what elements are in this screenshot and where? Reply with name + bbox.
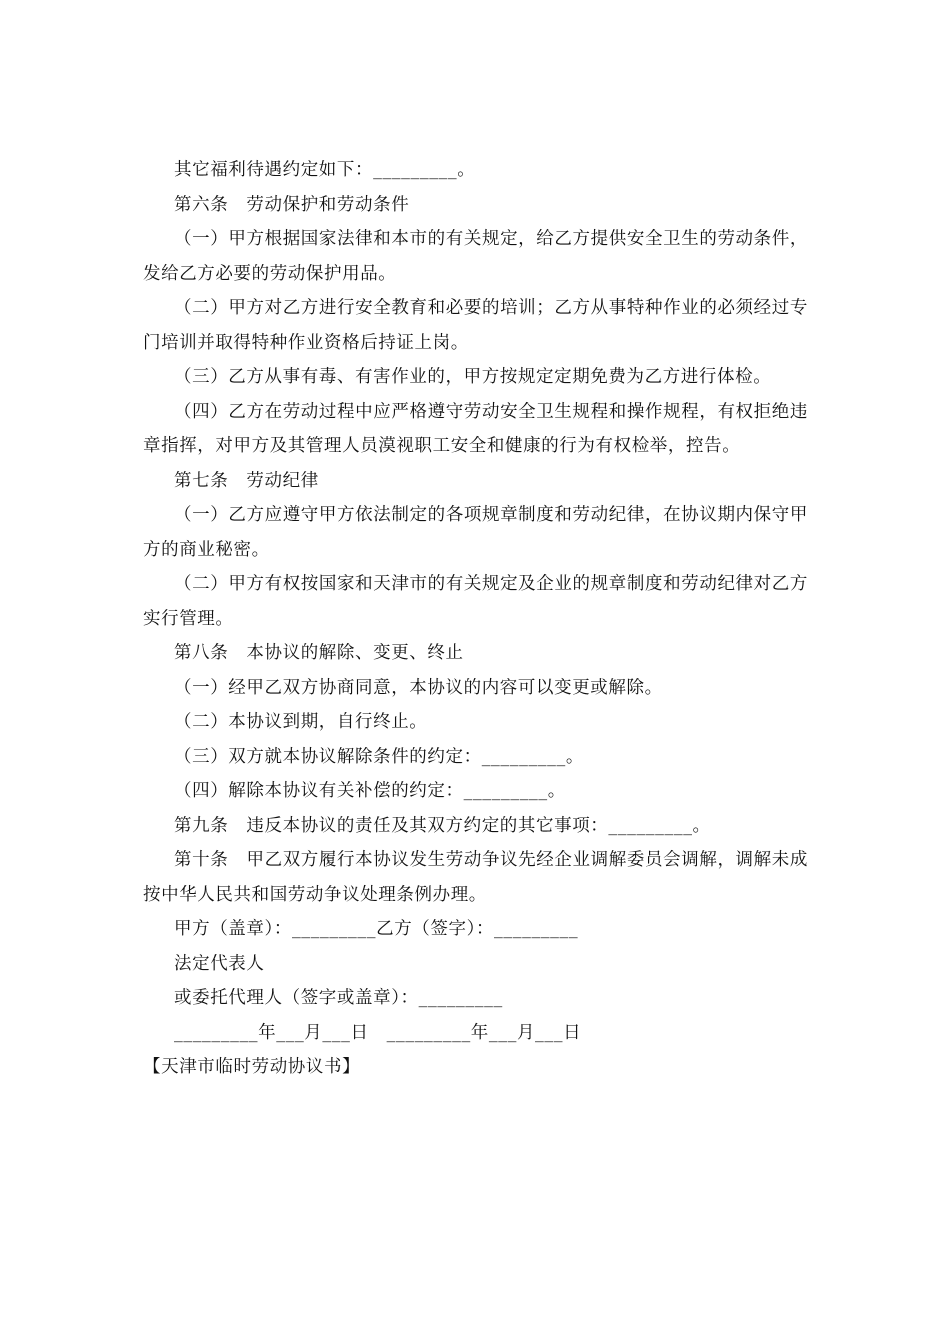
article-7-heading: 第七条 劳动纪律 <box>174 470 319 491</box>
legal-representative-label: 法定代表人 <box>174 953 265 974</box>
paragraph-6-2: （二）甲方对乙方进行安全教育和必要的培训；乙方从事特种作业的必须经过专门培训并取得特种作业资格后持证上岗。 <box>143 298 808 353</box>
authorized-agent-line: 或委托代理人（签字或盖章）：_________ <box>174 988 503 1008</box>
paragraph-7-1: （一）乙方应遵守甲方依法制定的各项规章制度和劳动纪律，在协议期内保守甲方的商业秘密。 <box>143 505 808 560</box>
paragraph-6-4: （四）乙方在劳动过程中应严格遵守劳动安全卫生规程和操作规程，有权拒绝违章指挥，对甲方及其管理人员漠视职工安全和健康的行为有权检举，控告。 <box>143 401 808 456</box>
paragraph-8-4: （四）解除本协议有关补偿的约定：_________。 <box>174 781 566 801</box>
document-body <box>143 153 808 1085</box>
paragraph-7-2: （二）甲方有权按国家和天津市的有关规定及企业的规章制度和劳动纪律对乙方实行管理。 <box>143 574 808 629</box>
paragraph-8-1: （一）经甲乙双方协商同意，本协议的内容可以变更或解除。 <box>174 677 663 698</box>
paragraph-6-3: （三）乙方从事有毒、有害作业的，甲方按规定定期免费为乙方进行体检。 <box>174 367 772 387</box>
date-line: _________年___月___日 _________年___月___日 <box>174 1022 582 1043</box>
article-8-heading: 第八条 本协议的解除、变更、终止 <box>174 643 464 663</box>
paragraph-6-1: （一）甲方根据国家法律和本市的有关规定，给乙方提供安全卫生的劳动条件，发给乙方必要的劳动保护用品。 <box>143 229 808 284</box>
article-6-heading: 第六条 劳动保护和劳动条件 <box>174 194 410 215</box>
article-10: 第十条 甲乙双方履行本协议发生劳动争议先经企业调解委员会调解，调解未成按中华人民共和国劳动争议处理条例办理。 <box>143 850 808 905</box>
article-9: 第九条 违反本协议的责任及其双方约定的其它事项：_________。 <box>174 815 711 836</box>
paragraph-8-3: （三）双方就本协议解除条件的约定：_________。 <box>174 746 584 767</box>
signature-party-line: 甲方（盖章）：_________乙方（签字）：_________ <box>174 919 579 939</box>
paragraph-8-2: （二）本协议到期，自行终止。 <box>174 712 428 732</box>
paragraph-other-benefits: 其它福利待遇约定如下：_________。 <box>174 160 476 180</box>
document-footer-title: 【天津市临时劳动协议书】 <box>143 1057 361 1077</box>
